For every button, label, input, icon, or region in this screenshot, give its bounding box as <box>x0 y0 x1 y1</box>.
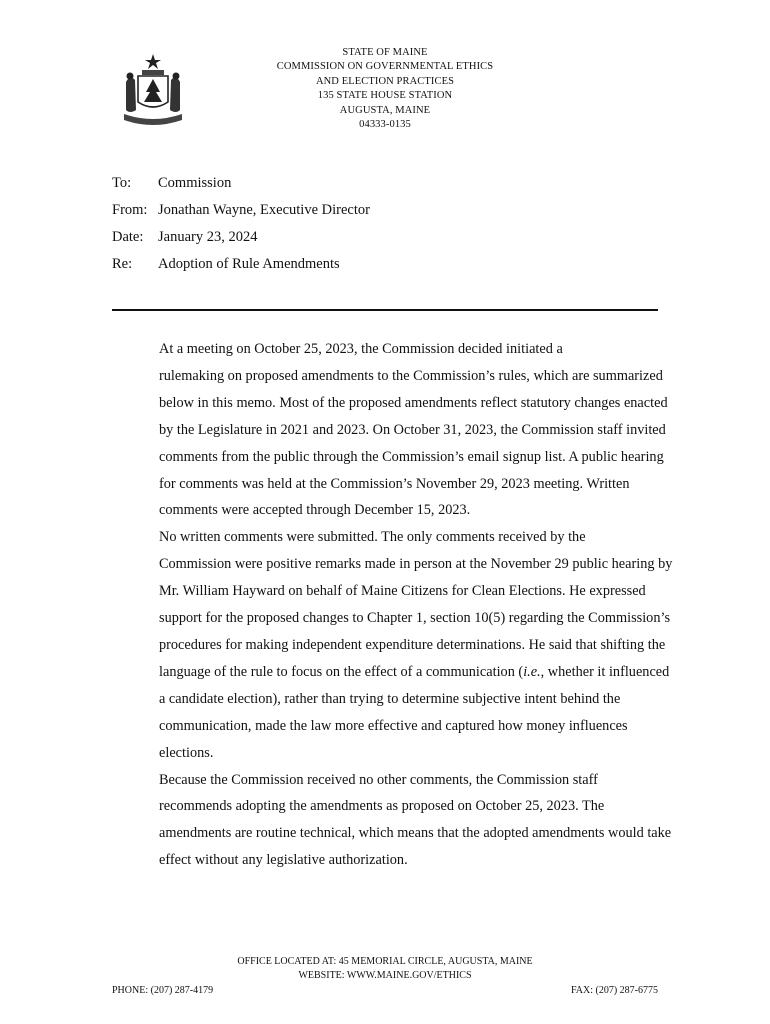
letterhead-line: AUGUSTA, MAINE <box>339 104 431 116</box>
body-line <box>113 659 670 686</box>
memo-re-value: Adoption of Rule Amendments <box>158 256 340 272</box>
memo-from-value: Jonathan Wayne, Executive Director <box>158 202 370 218</box>
memo-date-label: Date: <box>112 229 144 245</box>
letterhead-line: AND ELECTION PRACTICES <box>315 75 455 87</box>
body-line: below in this memo. Most of the proposed amendments reflect statutory changes enacted <box>159 394 668 411</box>
body-line: procedures for making independent expenditure determinations. He said that shifting the <box>159 636 666 653</box>
letterhead <box>230 46 540 132</box>
body-line: Because the Commission received no other comments, the Commission staff <box>159 771 598 788</box>
body-text: , whether it influenced <box>540 663 670 680</box>
body-text: language of the rule to focus on the effect of a communication ( <box>159 663 524 680</box>
memo-body <box>113 336 673 874</box>
body-line: No written comments were submitted. The only comments received by the <box>159 529 586 546</box>
body-line: comments from the public through the Commission’s email signup list. A public hearing <box>159 448 664 465</box>
body-line: amendments are routine technical, which means that the adopted amendments would take <box>159 825 672 842</box>
memo-from-label: From: <box>112 202 148 218</box>
body-line: effect without any legislative authorization. <box>159 852 408 869</box>
body-line: Commission were positive remarks made in person at the November 29 public hearing by <box>159 556 673 573</box>
body-line: rulemaking on proposed amendments to the Commission’s rules, which are summarized <box>159 367 663 384</box>
letterhead-line: COMMISSION ON GOVERNMENTAL ETHICS <box>276 61 494 73</box>
letterhead-line: STATE OF MAINE <box>342 47 428 58</box>
letterhead-line: 04333-0135 <box>359 119 411 131</box>
paragraph-3 <box>113 767 672 875</box>
footer-fax: FAX: (207) 287-6775 <box>570 985 658 996</box>
memo-date <box>112 229 257 246</box>
header-divider <box>112 309 658 311</box>
body-line: for comments was held at the Commission’s November 29, 2023 meeting. Written <box>159 475 630 492</box>
footer-website: WEBSITE: WWW.MAINE.GOV/ETHICS <box>298 970 472 981</box>
maine-state-seal <box>120 52 186 128</box>
body-line: Mr. William Hayward on behalf of Maine Citizens for Clean Elections. He expressed <box>159 583 646 600</box>
body-line: a candidate election), rather than trying to determine subjective intent behind the <box>159 690 621 707</box>
memo-to-value: Commission <box>158 175 232 191</box>
body-line: recommends adopting the amendments as proposed on October 25, 2023. The <box>159 798 605 815</box>
body-line: comments were accepted through December 15, 2023. <box>159 502 471 519</box>
memo-to-label: To: <box>112 175 132 191</box>
footer-phone: PHONE: (207) 287-4179 <box>112 985 214 996</box>
memo-from <box>112 202 370 219</box>
paragraph-2 <box>113 524 673 766</box>
memo-date-value: January 23, 2024 <box>158 229 258 245</box>
body-line: communication, made the law more effective and captured how money influences <box>159 717 628 734</box>
body-line: support for the proposed changes to Chapter 1, section 10(5) regarding the Commission’s <box>159 610 671 627</box>
memo-re <box>112 256 340 273</box>
paragraph-1 <box>113 336 668 524</box>
body-line: by the Legislature in 2021 and 2023. On October 31, 2023, the Commission staff invited <box>159 421 666 438</box>
body-line: elections. <box>159 744 214 761</box>
body-line: At a meeting on October 25, 2023, the Commission decided initiated a <box>159 341 563 357</box>
memo-re-label: Re: <box>112 256 133 272</box>
footer-office-address: OFFICE LOCATED AT: 45 MEMORIAL CIRCLE, AUGUSTA, MAINE <box>237 956 533 967</box>
letterhead-line: 135 STATE HOUSE STATION <box>317 90 453 102</box>
body-italic-text: i.e. <box>523 663 541 680</box>
memo-to <box>112 175 231 192</box>
